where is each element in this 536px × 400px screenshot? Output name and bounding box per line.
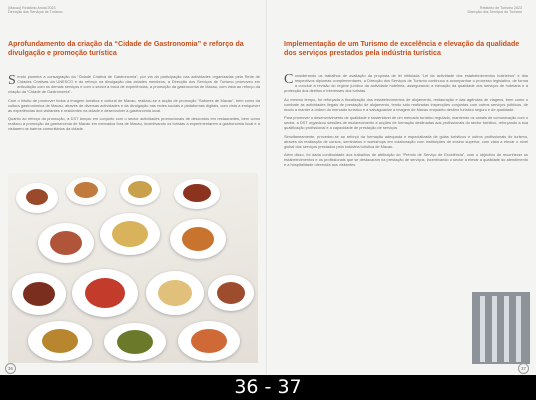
right-running-head-line-2: Direcção dos Serviços de Turismo	[467, 10, 522, 15]
right-paragraph: Além disso, foi dada continuidade aos trabalhos de atribuição do “Prémio de Serviço de Excelência”, com o objectivo de reconhecer os estabelecimentos e os profissionais que se destacaram na prestação de serviços, incentivando o sector a elevar a qualidade do atendimento e a hospitalidade oferecida aos visitantes.	[284, 152, 528, 167]
left-body-text	[8, 74, 260, 171]
left-running-head-line-1: (Macau) Relatório Anual 2023	[8, 6, 56, 10]
building-window-column	[504, 296, 509, 362]
food-photo	[8, 173, 258, 363]
left-running-head	[8, 6, 63, 15]
left-page-number: 36	[5, 363, 16, 374]
food-item	[74, 182, 98, 198]
drop-cap: S	[8, 74, 16, 88]
left-paragraph: Sendo pioneira a consagração da “Cidade Criativa de Gastronomia”, por via da participação nas actividades organizadas pela Rede de Cidades Criativas da UNESCO e do reforço na divulgação das cidades membros, a Direcção dos Serviços de Turismo promoveu em articulação com os demais serviços e com o sector a troca de experiências, a promoção da gastronomia de Macau, com vista ao reforço da criação da “Cidade de Gastronomia”.	[8, 74, 260, 94]
right-page-number: 37	[518, 363, 529, 374]
building-window-column	[480, 296, 485, 362]
left-running-head-line-2: Direcção dos Serviços de Turismo	[8, 10, 63, 15]
left-paragraph: Quanto ao reforço da promoção, a DST lançou em conjunto com o sector actividades promocionais de descontos em restaurantes, bem como realizou a promoção da gastronomia de Macau em mercados fora de Macau, incentivando os turistas a experimentarem a gastronomia local e a visitarem os bairros comunitários da cidade.	[8, 116, 260, 131]
right-body-text	[284, 73, 528, 323]
food-item	[26, 189, 48, 205]
right-running-head-line-1: Relatório de Turismo 2023	[479, 6, 522, 10]
right-page	[268, 0, 536, 375]
food-item	[117, 330, 153, 354]
right-paragraph: Para promover o desenvolvimento de qualidade e sustentável de um mercado turístico regulado, mantendo os canais de comunicação com o sector, a DST organizou sessões de esclarecimento e acções de formação destinadas aos profissionais do sector turístico, reforçando a sua qualificação profissional e a capacidade de prestação de serviços.	[284, 115, 528, 130]
left-page-title: Aprofundamento da criação da “Cidade de Gastronomia” e reforço da divulgação e promoção turística	[8, 40, 244, 57]
building-photo	[472, 292, 530, 364]
food-item	[183, 184, 211, 202]
left-paragraph: Com o intuito de promover todos a imagem turística e cultural de Macau, realizou-se a acção de promoção “Sabores de Macau”, bem como da cultura gastronómica de Macau, através de diversas actividades e da divulgação nas redes sociais e plataformas digitais, com vista a enriquecer as experiências dos visitantes e residentes na cidade e desenvolver a gastronomia local.	[8, 97, 260, 113]
right-paragraph: Ao mesmo tempo, foi reforçada a fiscalização dos estabelecimentos de alojamento, restauração e das agências de viagens, bem como o combate às actividades ilegais de prestação de alojamento, tendo sido realizadas inspecções conjuntas com outros serviços públicos, de modo a manter a ordem do mercado turístico e a salvaguardar a imagem de Macau enquanto destino turístico seguro e de qualidade.	[284, 96, 528, 112]
food-item	[85, 278, 125, 308]
drop-cap: C	[284, 73, 294, 87]
right-paragraph: Simultaneamente, procedeu-se ao reforço da formação adequada e especializada de guias turísticos e outros profissionais do turismo, através da realização de cursos, seminários e workshops em colaboração com instituições de ensino superior, com vista a elevar o nível global dos serviços prestados pela indústria turística de Macau.	[284, 133, 528, 149]
right-page-title: Implementação de um Turismo de excelência e elevação da qualidade dos serviços prestados pela indústria turística	[284, 40, 520, 57]
right-paragraph: Considerando os trabalhos de avaliação da proposta de lei intitulada “Lei da actividade dos estabelecimentos hoteleiros” e dos respectivos diplomas complementares, a Direcção dos Serviços de Turismo continuou a acompanhar o processo legislativo, de forma a concluir a revisão do regime jurídico da actividade hoteleira, assegurando a elevação da qualidade dos serviços de hotelaria e a protecção dos direitos e interesses dos turistas.	[284, 73, 528, 93]
food-item	[23, 282, 55, 306]
page-range-caption: 36 - 37	[0, 375, 536, 400]
food-item	[217, 282, 245, 304]
building-window-column	[516, 296, 521, 362]
food-item	[158, 280, 192, 306]
food-item	[191, 329, 227, 353]
food-item	[112, 221, 148, 247]
food-item	[128, 181, 152, 198]
left-page	[0, 0, 268, 375]
food-item	[182, 227, 214, 251]
building-window-column	[492, 296, 497, 362]
right-running-head	[467, 6, 522, 15]
food-item	[50, 231, 82, 255]
food-item	[42, 329, 78, 353]
